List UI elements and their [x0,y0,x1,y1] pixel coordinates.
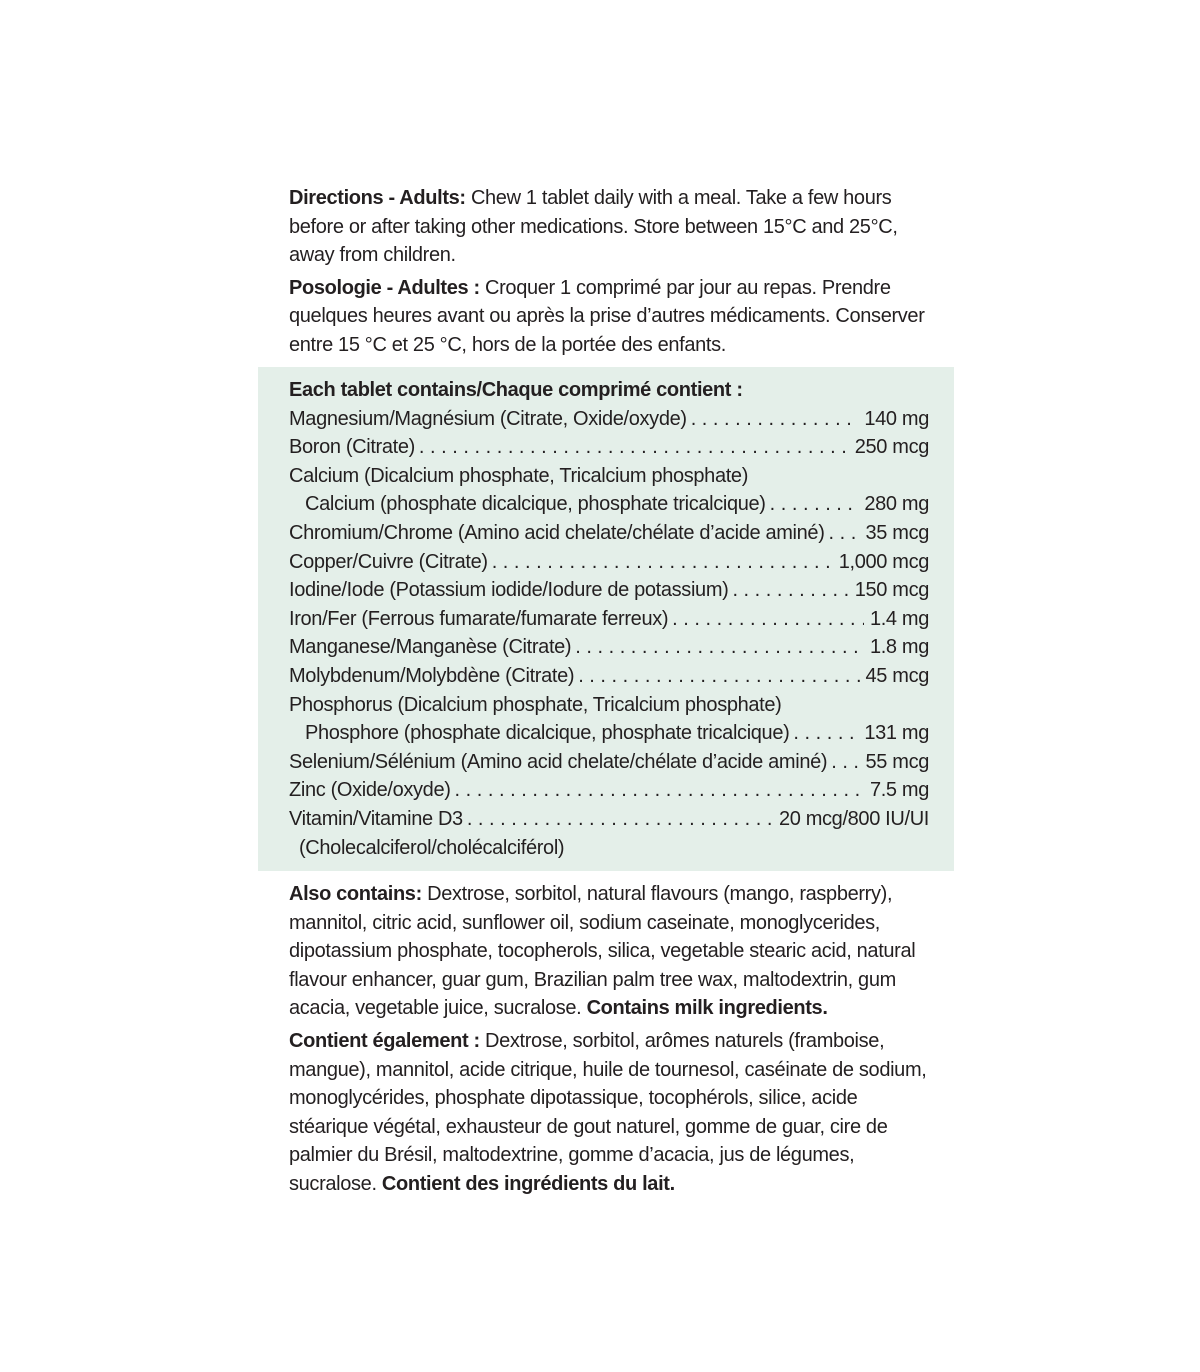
directions-french [289,274,929,360]
ingredient-row [289,490,929,519]
directions-en-text: Chew 1 tablet daily with a meal. Take a few hours before or after taking other medications. Store between 15°C and 25°C, away from children. [289,187,898,267]
ingredient-row [289,719,929,748]
ingredient-name: Magnesium/Magnésium (Citrate, Oxide/oxyde) [289,407,687,430]
ingredient-name: Vitamin/Vitamine D3 [289,807,463,830]
ingredient-name: Copper/Cuivre (Citrate) [289,550,488,573]
dot-leader [492,548,833,577]
ingredient-name: Selenium/Sélénium (Amino acid chelate/chélate d’acide aminé) [289,750,828,773]
ingredient-row [289,776,929,805]
dot-leader [732,576,848,605]
directions-en-label: Directions - Adults: [289,187,466,209]
ingredient-source-line: Calcium (Dicalcium phosphate, Tricalcium phosphate) [289,464,749,487]
ingredient-amount: 20 mcg/800 IU/UI [778,807,929,830]
directions-section [289,184,929,364]
dot-leader [770,490,859,519]
ingredient-amount: 35 mcg [865,521,929,544]
non-medicinal-ingredients-section [289,880,929,1203]
also-contains-fr-text: Dextrose, sorbitol, arômes naturels (framboise, mangue), mannitol, acide citrique, huile de tournesol, caséinate de sodium, monoglycérides, phosphate dipotassique, tocophérols, silice, acide stéarique végétal, exhausteur de gout naturel, gomme de guar, cire de palmier du Brésil, maltodextrine, gomme d’acacia, jus de légumes, sucralose. [289,1029,927,1195]
directions-english [289,184,929,270]
ingredient-name: Iron/Fer (Ferrous fumarate/fumarate ferreux) [289,607,669,630]
ingredient-amount: 45 mcg [865,664,929,687]
ingredient-name: Zinc (Oxide/oxyde) [289,779,451,802]
ingredient-name: Manganese/Manganèse (Citrate) [289,636,572,659]
dot-leader [575,633,864,662]
ingredient-row [289,433,929,462]
ingredient-amount: 1.8 mg [869,636,929,659]
ingredient-row [289,576,929,605]
ingredient-amount: 280 mg [864,493,929,516]
ingredient-name: Calcium (phosphate dicalcique, phosphate tricalcique) [305,493,766,516]
also-contains-en-label: Also contains: [289,883,422,905]
ingredient-row [289,805,929,834]
dot-leader [691,405,859,434]
dot-leader [793,719,858,748]
directions-fr-label: Posologie - Adultes : [289,276,480,299]
ingredient-row [289,748,929,777]
medicinal-ingredients-table [289,376,929,862]
dot-leader [831,748,859,777]
dot-leader [829,519,860,548]
directions-fr-text: Croquer 1 comprimé par jour au repas. Prendre quelques heures avant ou après la prise d’autres médicaments. Conserver entre 15 °C et 25 °C, hors de la portée des enfants. [289,276,925,356]
ingredient-name: Chromium/Chrome (Amino acid chelate/chélate d’acide aminé) [289,521,825,544]
ingredient-row [289,633,929,662]
ingredient-name: Molybdenum/Molybdène (Citrate) [289,664,575,687]
ingredient-name: Phosphore (phosphate dicalcique, phosphate tricalcique) [305,722,790,745]
ingredient-amount: 1,000 mcg [838,550,929,573]
also-contains-english [289,880,929,1023]
also-contains-fr-label: Contient également : [289,1029,480,1052]
allergen-warning-fr: Contient des ingrédients du lait. [381,1172,675,1195]
ingredients-heading: Each tablet contains/Chaque comprimé contient : [289,379,743,401]
ingredient-amount: 55 mcg [865,750,929,773]
dot-leader [467,805,773,834]
dot-leader [419,433,849,462]
ingredient-amount: 250 mcg [854,436,929,459]
ingredient-row [289,662,929,691]
ingredient-row [289,605,929,634]
dot-leader [455,776,864,805]
ingredient-source-line: (Cholecalciferol/cholécalciférol) [299,836,565,859]
ingredient-row [289,548,929,577]
ingredient-row [289,405,929,434]
ingredient-name: Iodine/Iode (Potassium iodide/Iodure de potassium) [289,579,729,602]
allergen-warning-en: Contains milk ingredients. [586,997,828,1020]
dot-leader [672,605,864,634]
ingredient-name: Boron (Citrate) [289,436,415,459]
ingredient-amount: 1.4 mg [869,607,929,630]
ingredient-source-line: Phosphorus (Dicalcium phosphate, Tricalcium phosphate) [289,693,782,716]
dot-leader [578,662,859,691]
also-contains-en-text: Dextrose, sorbitol, natural flavours (mango, raspberry), mannitol, citric acid, sunflower oil, sodium caseinate, monoglycerides, dipotassium phosphate, tocopherols, silica, vegetable stearic acid, natural flavour enhancer, guar gum, Brazilian palm tree wax, maltodextrin, gum acacia, vegetable juice, sucralose. [289,883,916,1020]
ingredient-amount: 7.5 mg [869,779,929,802]
ingredient-amount: 150 mcg [854,579,929,602]
ingredient-amount: 131 mg [864,722,929,745]
ingredient-row [289,519,929,548]
ingredient-amount: 140 mg [864,407,929,430]
also-contains-french [289,1027,929,1199]
